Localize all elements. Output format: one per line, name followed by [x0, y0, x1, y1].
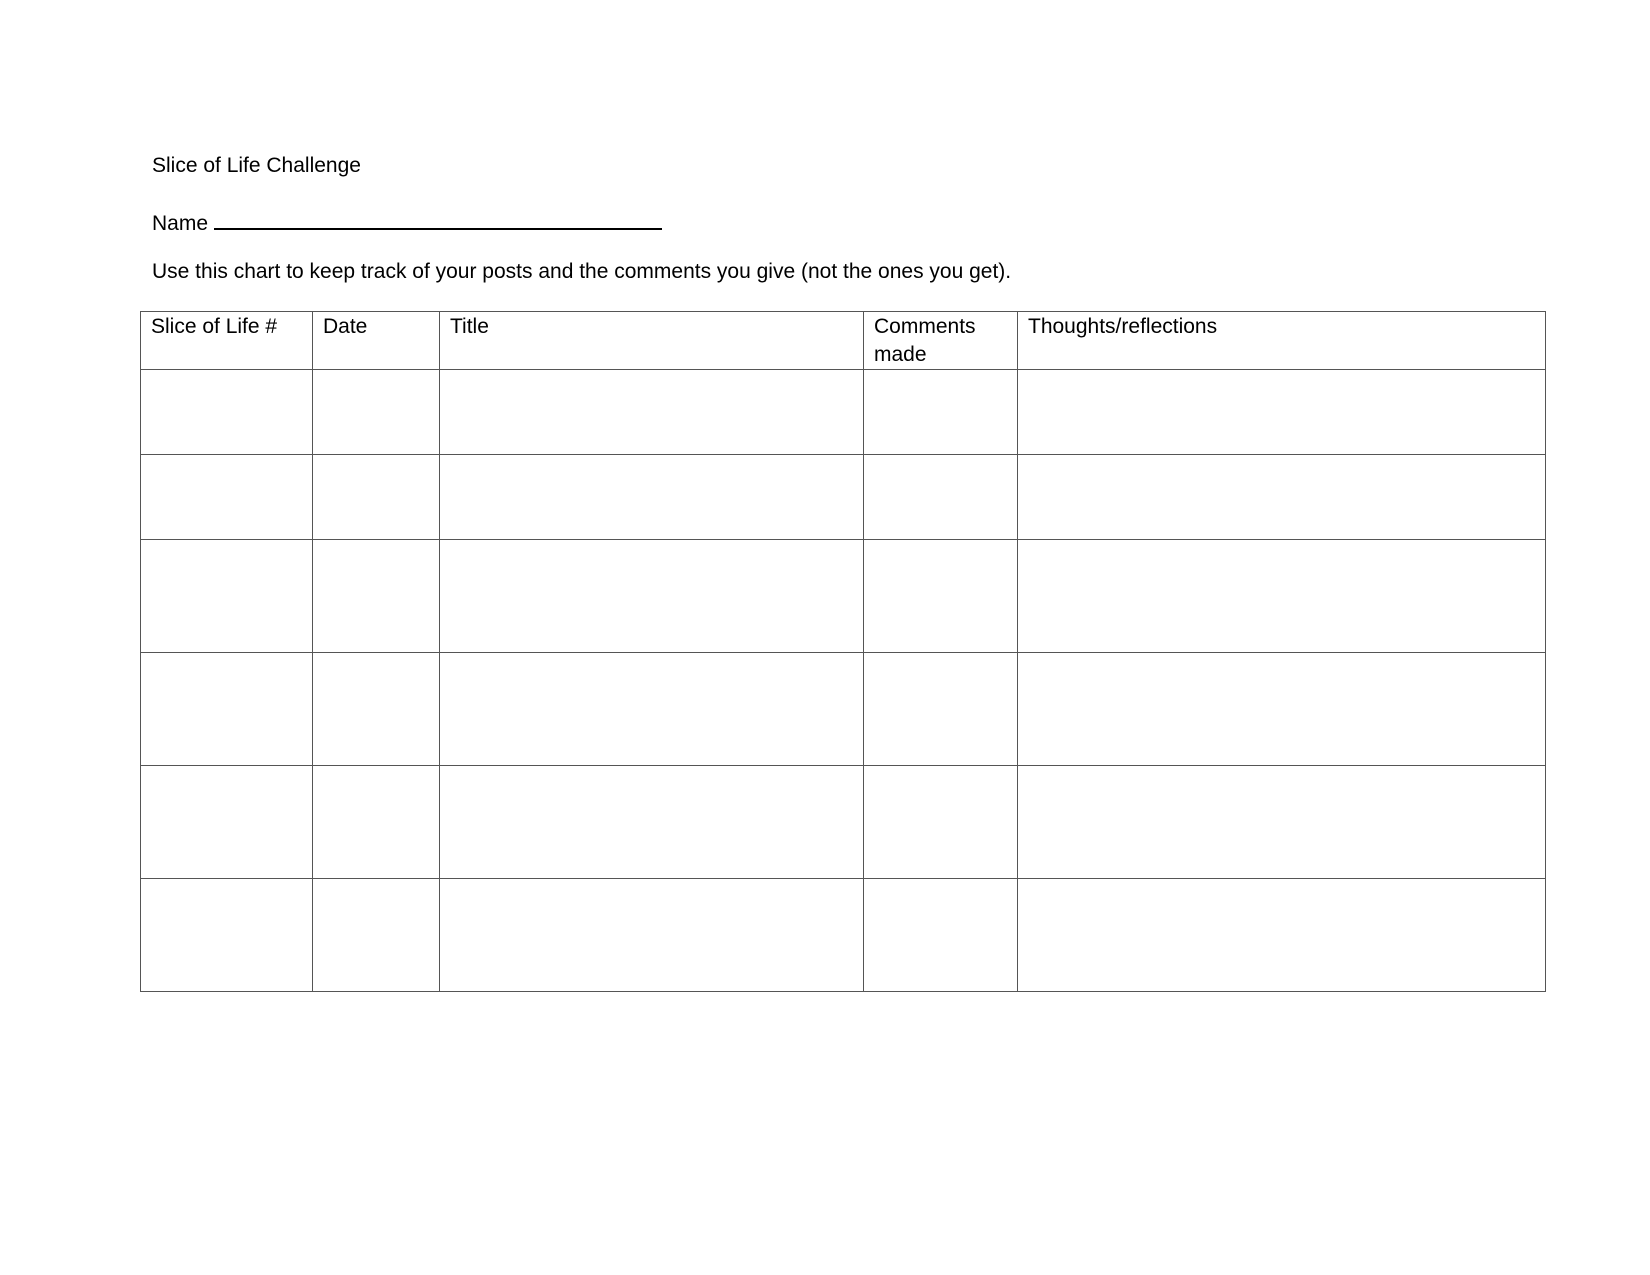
- cell-thoughts-reflections[interactable]: [1018, 455, 1546, 540]
- cell-date[interactable]: [313, 653, 440, 766]
- cell-date[interactable]: [313, 455, 440, 540]
- name-line: [152, 206, 662, 237]
- header-comments-made: Comments made: [864, 312, 1018, 370]
- cell-slice-number[interactable]: [141, 455, 313, 540]
- cell-title[interactable]: [440, 653, 864, 766]
- cell-title[interactable]: [440, 540, 864, 653]
- cell-comments-made[interactable]: [864, 879, 1018, 992]
- cell-thoughts-reflections[interactable]: [1018, 540, 1546, 653]
- cell-comments-made[interactable]: [864, 540, 1018, 653]
- cell-slice-number[interactable]: [141, 653, 313, 766]
- instructions-text: Use this chart to keep track of your posts and the comments you give (not the ones you get).: [152, 260, 1012, 283]
- name-label: Name: [152, 212, 209, 235]
- table-row: [141, 540, 1546, 653]
- cell-title[interactable]: [440, 879, 864, 992]
- cell-thoughts-reflections[interactable]: [1018, 766, 1546, 879]
- table-row: [141, 653, 1546, 766]
- table-header-row: [141, 312, 1546, 370]
- tracking-table: [140, 311, 1546, 992]
- cell-comments-made[interactable]: [864, 766, 1018, 879]
- page-title: Slice of Life Challenge: [152, 154, 361, 177]
- name-blank-field[interactable]: [214, 206, 662, 230]
- cell-slice-number[interactable]: [141, 879, 313, 992]
- header-thoughts-reflections: Thoughts/reflections: [1018, 312, 1546, 370]
- cell-thoughts-reflections[interactable]: [1018, 879, 1546, 992]
- cell-title[interactable]: [440, 455, 864, 540]
- cell-title[interactable]: [440, 370, 864, 455]
- header-slice-number: Slice of Life #: [141, 312, 313, 370]
- header-date: Date: [313, 312, 440, 370]
- table-row: [141, 455, 1546, 540]
- cell-comments-made[interactable]: [864, 455, 1018, 540]
- header-title: Title: [440, 312, 864, 370]
- cell-date[interactable]: [313, 370, 440, 455]
- table-row: [141, 370, 1546, 455]
- cell-thoughts-reflections[interactable]: [1018, 653, 1546, 766]
- cell-slice-number[interactable]: [141, 766, 313, 879]
- cell-slice-number[interactable]: [141, 370, 313, 455]
- table-row: [141, 879, 1546, 992]
- cell-comments-made[interactable]: [864, 370, 1018, 455]
- cell-slice-number[interactable]: [141, 540, 313, 653]
- cell-thoughts-reflections[interactable]: [1018, 370, 1546, 455]
- table-row: [141, 766, 1546, 879]
- cell-comments-made[interactable]: [864, 653, 1018, 766]
- cell-date[interactable]: [313, 766, 440, 879]
- cell-date[interactable]: [313, 540, 440, 653]
- cell-title[interactable]: [440, 766, 864, 879]
- cell-date[interactable]: [313, 879, 440, 992]
